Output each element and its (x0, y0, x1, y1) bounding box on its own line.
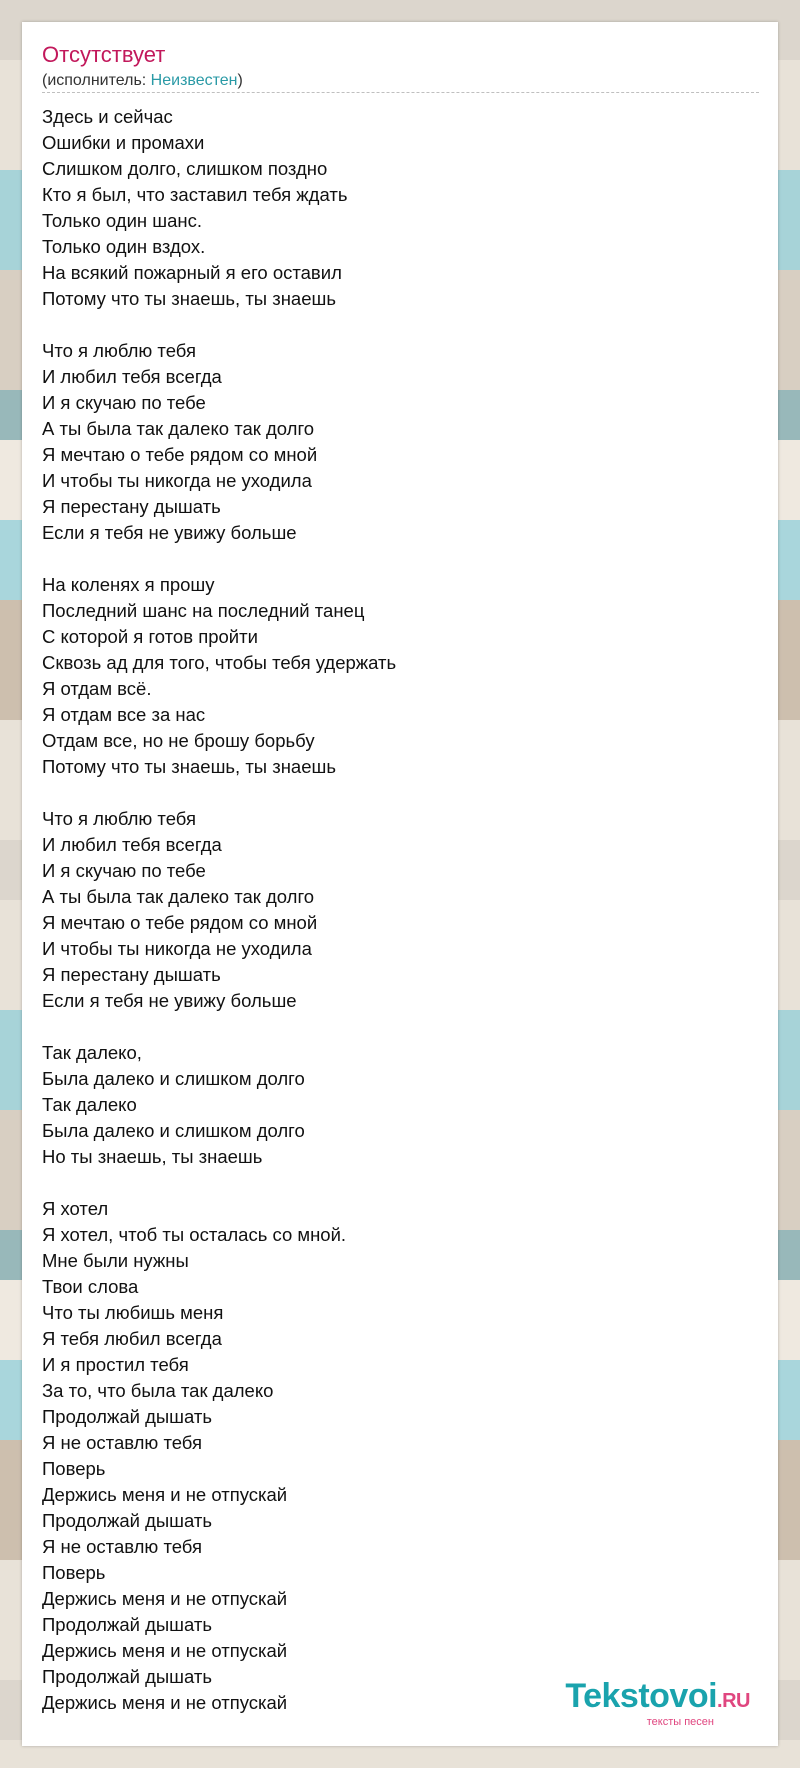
lyrics-line: Я не оставлю тебя (42, 1536, 203, 1557)
lyrics-line: А ты была так далеко так долго (42, 886, 315, 907)
lyrics-line: И любил тебя всегда (42, 366, 222, 387)
lyrics-line: Что я люблю тебя (42, 808, 196, 829)
lyrics-line: И чтобы ты никогда не уходила (42, 938, 312, 959)
artist-suffix: ) (237, 72, 243, 89)
lyrics-line: Продолжай дышать (42, 1666, 213, 1687)
artist-line (42, 72, 243, 90)
lyrics-line: А ты была так далеко так долго (42, 418, 315, 439)
lyrics-line: Я перестану дышать (42, 964, 221, 985)
lyrics-line: Держись меня и не отпускай (42, 1692, 288, 1713)
lyrics-line: Была далеко и слишком долго (42, 1068, 305, 1089)
title-divider (42, 92, 759, 93)
lyrics-line: На коленях я прошу (42, 574, 215, 595)
lyrics-line: Кто я был, что заставил тебя ждать (42, 184, 348, 205)
lyrics-line: С которой я готов пройти (42, 626, 258, 647)
lyrics-line: Твои слова (42, 1276, 139, 1297)
lyrics-line: Только один шанс. (42, 210, 203, 231)
lyrics-line: Я тебя любил всегда (42, 1328, 222, 1349)
lyrics-line: Я не оставлю тебя (42, 1432, 203, 1453)
lyrics-line: Последний шанс на последний танец (42, 600, 365, 621)
lyrics-line: Я хотел, чтоб ты осталась со мной. (42, 1224, 347, 1245)
artist-link[interactable]: Неизвестен (150, 72, 238, 89)
lyrics-line: Я хотел (42, 1198, 109, 1219)
lyrics-line: Что ты любишь меня (42, 1302, 224, 1323)
lyrics-line: Здесь и сейчас (42, 106, 173, 127)
lyrics-line: Продолжай дышать (42, 1614, 213, 1635)
lyrics-line: За то, что была так далеко (42, 1380, 274, 1401)
lyrics-line: Продолжай дышать (42, 1510, 213, 1531)
lyrics-line: Держись меня и не отпускай (42, 1484, 288, 1505)
lyrics-line: Потому что ты знаешь, ты знаешь (42, 756, 336, 777)
artist-prefix: (исполнитель: (42, 72, 151, 89)
lyrics-line: Поверь (42, 1458, 106, 1479)
lyrics-body (42, 104, 742, 1742)
lyrics-line: И чтобы ты никогда не уходила (42, 470, 312, 491)
lyrics-line: И любил тебя всегда (42, 834, 222, 855)
lyrics-stanza (42, 104, 742, 312)
lyrics-card (22, 22, 778, 1746)
site-logo[interactable] (565, 1679, 750, 1728)
lyrics-stanza (42, 806, 742, 1014)
lyrics-line: Держись меня и не отпускай (42, 1640, 288, 1661)
lyrics-stanza (42, 1040, 742, 1170)
lyrics-line: Так далеко, (42, 1042, 142, 1063)
song-title: Отсутствует (42, 42, 166, 67)
lyrics-line: Держись меня и не отпускай (42, 1588, 288, 1609)
lyrics-line: Ошибки и промахи (42, 132, 205, 153)
logo-tagline: тексты песен (646, 1716, 714, 1728)
lyrics-line: Продолжай дышать (42, 1406, 213, 1427)
lyrics-line: Но ты знаешь, ты знаешь (42, 1146, 263, 1167)
lyrics-line: На всякий пожарный я его оставил (42, 262, 342, 283)
lyrics-line: И я скучаю по тебе (42, 860, 206, 881)
lyrics-stanza (42, 338, 742, 546)
lyrics-line: И я простил тебя (42, 1354, 189, 1375)
lyrics-line: Что я люблю тебя (42, 340, 196, 361)
lyrics-line: Только один вздох. (42, 236, 206, 257)
lyrics-line: Поверь (42, 1562, 106, 1583)
lyrics-line: И я скучаю по тебе (42, 392, 206, 413)
lyrics-line: Я мечтаю о тебе рядом со мной (42, 444, 318, 465)
lyrics-line: Я отдам всё. (42, 678, 152, 699)
lyrics-line: Слишком долго, слишком поздно (42, 158, 328, 179)
lyrics-stanza (42, 1196, 742, 1716)
lyrics-line: Я перестану дышать (42, 496, 221, 517)
lyrics-line: Отдам все, но не брошу борьбу (42, 730, 315, 751)
lyrics-line: Была далеко и слишком долго (42, 1120, 305, 1141)
lyrics-line: Потому что ты знаешь, ты знаешь (42, 288, 336, 309)
logo-brand: Tekstovoi (565, 1677, 718, 1715)
lyrics-line: Если я тебя не увижу больше (42, 990, 297, 1011)
lyrics-line: Я мечтаю о тебе рядом со мной (42, 912, 318, 933)
lyrics-stanza (42, 572, 742, 780)
lyrics-line: Мне были нужны (42, 1250, 189, 1271)
lyrics-line: Если я тебя не увижу больше (42, 522, 297, 543)
lyrics-line: Я отдам все за нас (42, 704, 206, 725)
lyrics-line: Сквозь ад для того, чтобы тебя удержать (42, 652, 397, 673)
lyrics-line: Так далеко (42, 1094, 137, 1115)
logo-tld: .RU (717, 1690, 750, 1712)
